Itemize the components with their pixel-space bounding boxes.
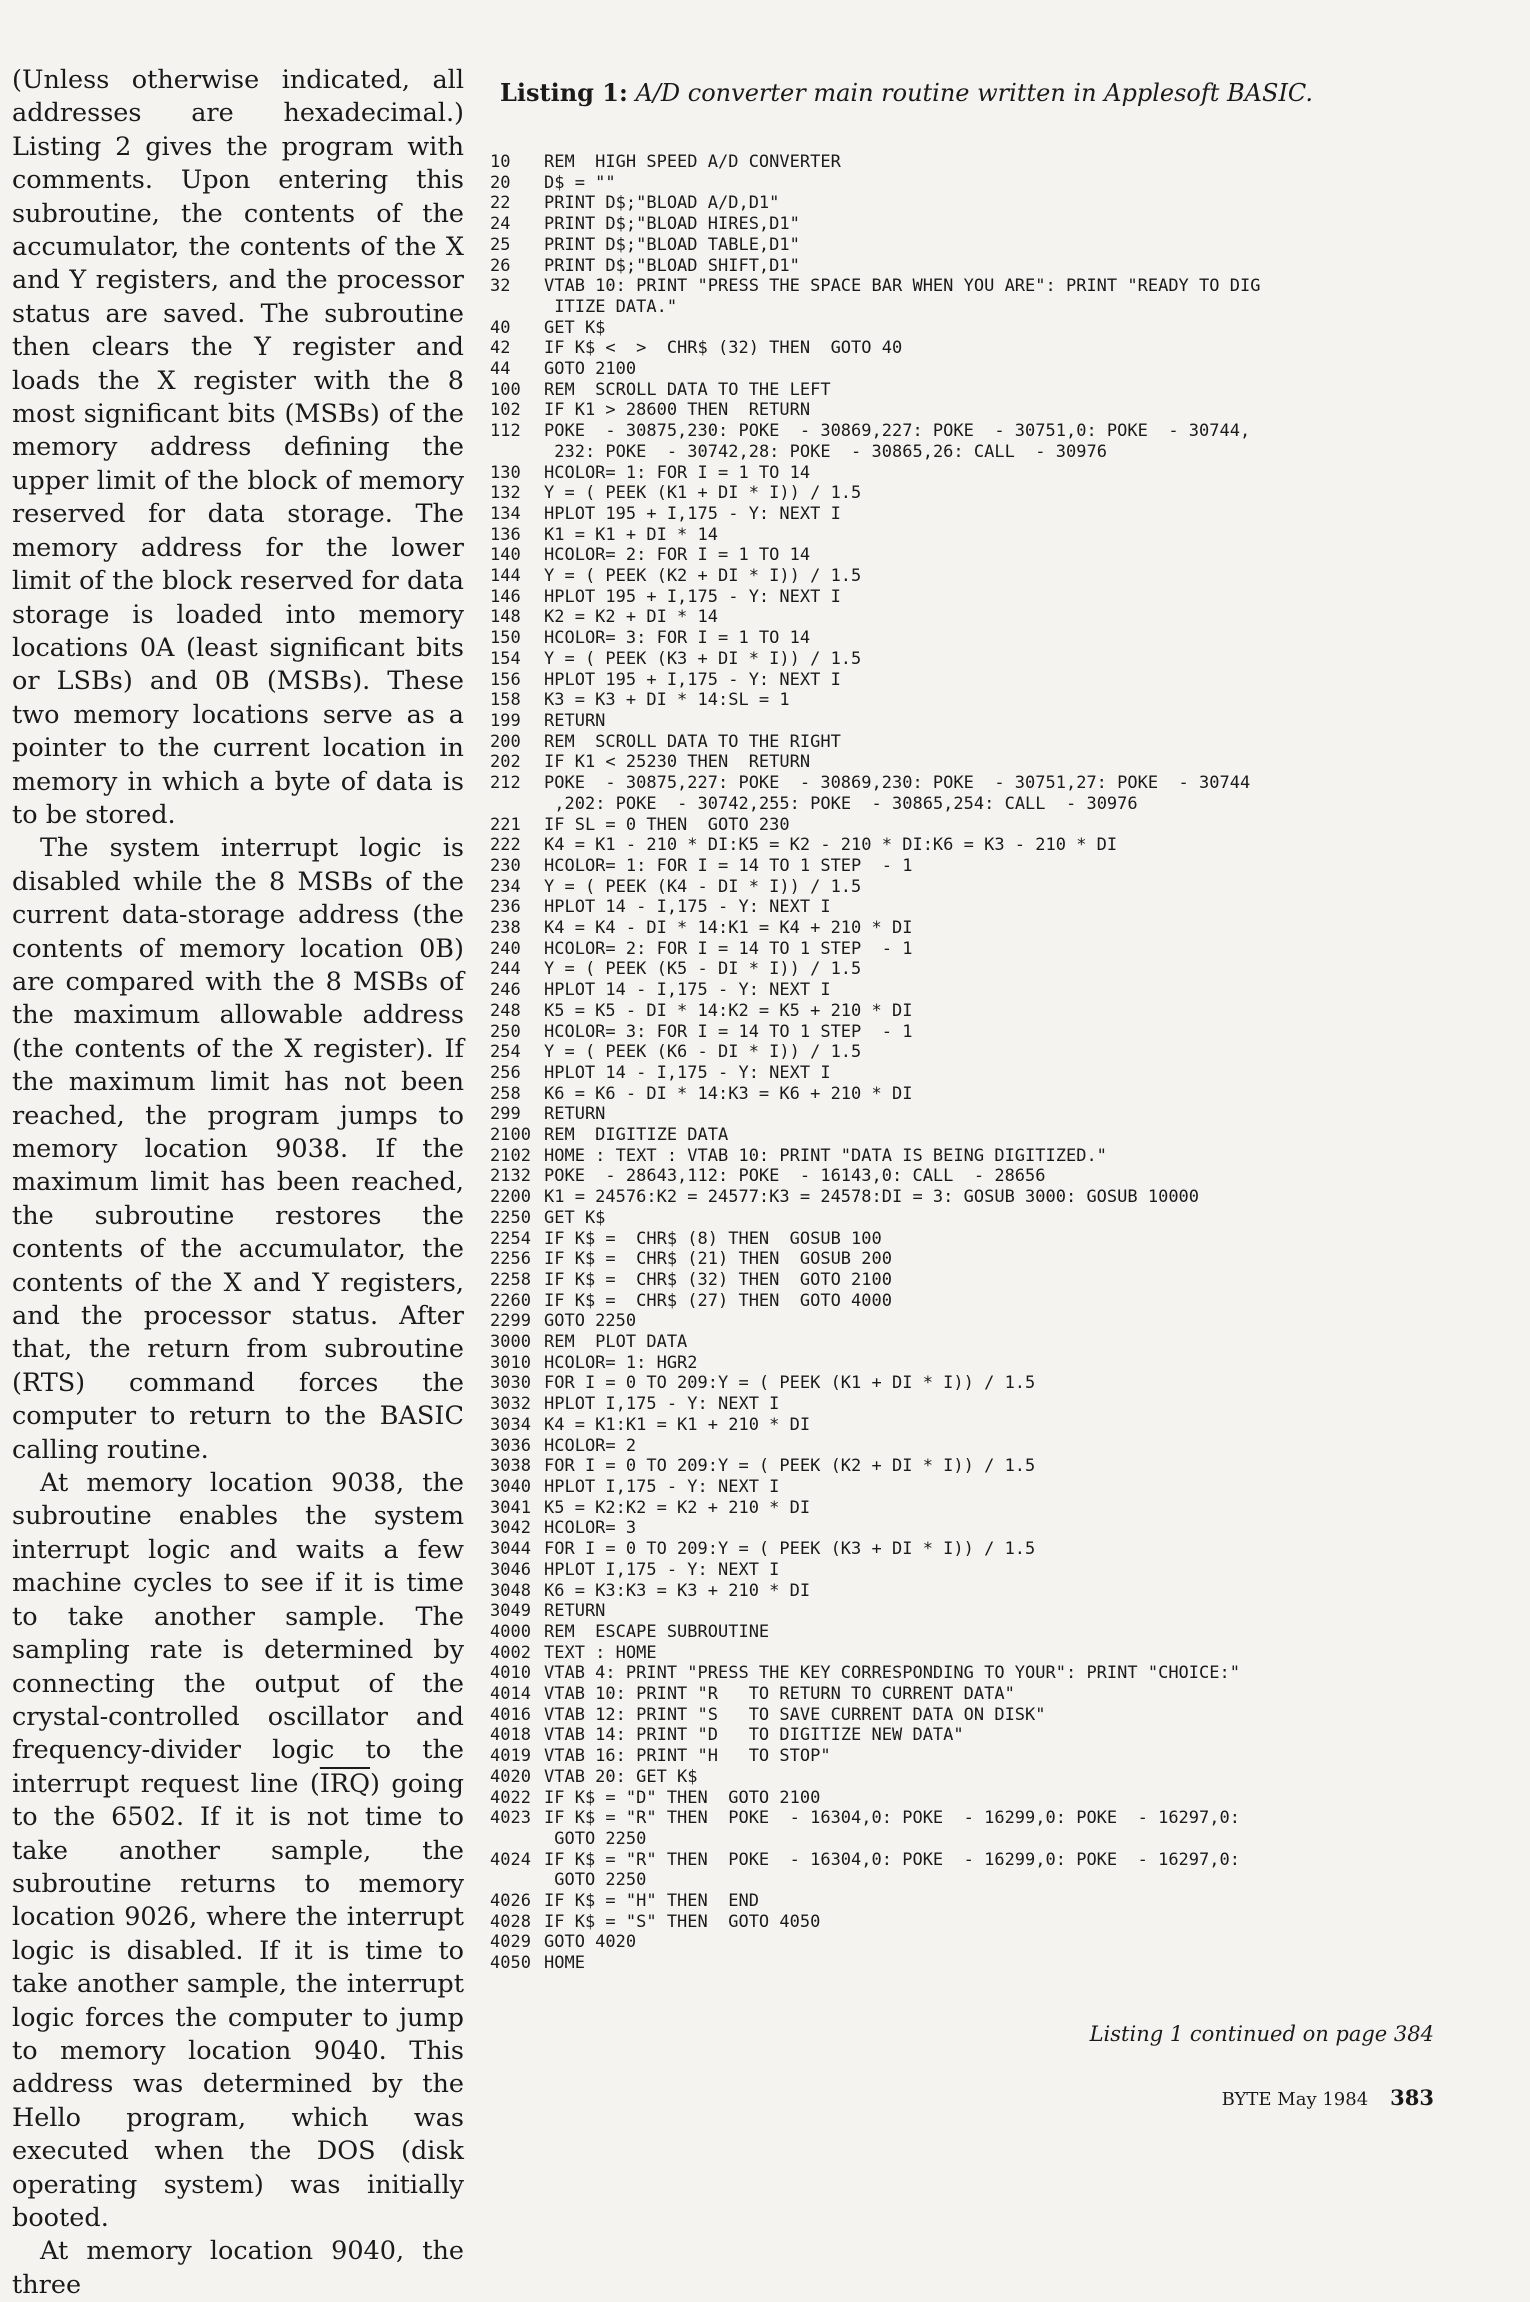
code-line [490, 1746, 1500, 1767]
code-line [490, 752, 1500, 773]
paragraph-text: ) going to the 6502. If it is not time to take another sample, the subroutine returns to memory location 9026, where the interrupt logic is disabled. If it is time to take another sample, the interrupt logic forces the computer to jump to memory location 9040. This address was determined by the Hello program, which was executed when the DOS (disk operating system) was initially booted. [12, 1768, 464, 2233]
line-number: 20 [490, 172, 511, 193]
line-number: 24 [490, 214, 511, 235]
code-text: IF K$ = "R" THEN POKE - 16304,0: POKE - 16299,0: POKE - 16297,0: GOTO 2250 [544, 1808, 1240, 1849]
line-number: 2299 [490, 1311, 531, 1332]
code-text: K4 = K1 - 210 * DI:K5 = K2 - 210 * DI:K6 = K3 - 210 * DI [544, 835, 1118, 856]
code-text: GOTO 2250 [544, 1311, 637, 1332]
code-text: Y = ( PEEK (K1 + DI * I)) / 1.5 [544, 483, 862, 504]
line-number: 3010 [490, 1352, 531, 1373]
line-number: 236 [490, 897, 521, 918]
line-number: 222 [490, 835, 521, 856]
code-line [490, 877, 1500, 898]
code-line [490, 1001, 1500, 1022]
code-text: K3 = K3 + DI * 14:SL = 1 [544, 690, 790, 711]
line-number: 4029 [490, 1932, 531, 1953]
line-number: 250 [490, 1021, 521, 1042]
code-text: GET K$ [544, 317, 606, 338]
code-line [490, 1601, 1500, 1622]
line-number: 26 [490, 255, 511, 276]
line-number: 144 [490, 566, 521, 587]
code-line [490, 1373, 1500, 1394]
code-text: VTAB 4: PRINT "PRESS THE KEY CORRESPONDING TO YOUR": PRINT "CHOICE:" [544, 1663, 1240, 1684]
code-text: FOR I = 0 TO 209:Y = ( PEEK (K1 + DI * I)) / 1.5 [544, 1373, 1036, 1394]
code-line [490, 421, 1500, 462]
code-text: HCOLOR= 1: FOR I = 1 TO 14 [544, 462, 811, 483]
line-number: 4024 [490, 1849, 531, 1870]
code-line [490, 732, 1500, 753]
code-line [490, 359, 1500, 380]
code-text: GOTO 2100 [544, 359, 637, 380]
code-text: HPLOT I,175 - Y: NEXT I [544, 1477, 780, 1497]
code-line [490, 1643, 1500, 1664]
line-number: 150 [490, 628, 521, 649]
line-number: 3040 [490, 1477, 531, 1497]
line-number: 3036 [490, 1435, 531, 1456]
code-text: REM SCROLL DATA TO THE RIGHT [544, 731, 841, 752]
paragraph-text: At memory location 9038, the subroutine enables the system interrupt logic and waits a few machine cycles to see if it is time to take another sample. The sampling rate is determined by connecting the output of the crystal-controlled oscillator and frequency-divider logic to the interrupt request line ( [12, 1468, 464, 1799]
line-number: 4020 [490, 1766, 531, 1787]
code-text: IF K$ = "S" THEN GOTO 4050 [544, 1911, 821, 1932]
article-paragraph [12, 1467, 464, 2235]
line-number: 3034 [490, 1414, 531, 1435]
line-number: 44 [490, 359, 511, 380]
code-line [490, 1187, 1500, 1208]
code-line [490, 897, 1500, 918]
line-number: 299 [490, 1104, 521, 1125]
line-number: 256 [490, 1062, 521, 1083]
code-text: FOR I = 0 TO 209:Y = ( PEEK (K2 + DI * I)) / 1.5 [544, 1456, 1036, 1477]
code-line [490, 400, 1500, 421]
line-number: 3044 [490, 1539, 531, 1560]
code-text: HPLOT 195 + I,175 - Y: NEXT I [544, 586, 841, 607]
article-paragraph: (Unless otherwise indicated, all addresses are hexadecimal.) Listing 2 gives the program with comments. Upon entering this subroutine, the contents of the accumulator, the contents of the X and Y registers, and the processor status are saved. The subroutine then clears the Y register and loads the X register with the 8 most significant bits (MSBs) of the memory address defining the upper limit of the block of memory reserved for data storage. The memory address for the lower limit of the block reserved for data storage is loaded into memory locations 0A (least significant bits or LSBs) and 0B (MSBs). These two memory locations serve as a pointer to the current location in memory in which a byte of data is to be stored. [12, 65, 464, 830]
code-text: TEXT : HOME [544, 1642, 657, 1663]
code-line [490, 1477, 1500, 1498]
code-text: K6 = K6 - DI * 14:K3 = K6 + 210 * DI [544, 1083, 913, 1104]
code-line [490, 1042, 1500, 1063]
code-text: GOTO 4020 [544, 1932, 637, 1953]
code-text: Y = ( PEEK (K2 + DI * I)) / 1.5 [544, 566, 862, 587]
code-text: VTAB 14: PRINT "D TO DIGITIZE NEW DATA" [544, 1725, 964, 1746]
code-line [490, 1663, 1500, 1684]
line-number: 3041 [490, 1497, 531, 1518]
code-line [490, 525, 1500, 546]
code-text: PRINT D$;"BLOAD TABLE,D1" [544, 234, 800, 255]
code-line [490, 463, 1500, 484]
code-text: IF K$ = CHR$ (21) THEN GOSUB 200 [544, 1249, 892, 1270]
line-number: 2254 [490, 1228, 531, 1249]
code-text: Y = ( PEEK (K5 - DI * I)) / 1.5 [544, 959, 862, 980]
listing-label: Listing 1: [500, 78, 628, 107]
code-line [490, 1436, 1500, 1457]
line-number: 112 [490, 421, 521, 442]
code-text: K2 = K2 + DI * 14 [544, 607, 718, 628]
code-line [490, 856, 1500, 877]
line-number: 4000 [490, 1621, 531, 1642]
code-text: IF K1 > 28600 THEN RETURN [544, 400, 811, 421]
line-number: 4023 [490, 1808, 531, 1829]
code-line [490, 1767, 1500, 1788]
page-footer [1222, 2085, 1434, 2110]
line-number: 4050 [490, 1953, 531, 1974]
code-line [490, 607, 1500, 628]
code-line [490, 1456, 1500, 1477]
line-number: 2100 [490, 1125, 531, 1146]
line-number: 3030 [490, 1373, 531, 1394]
code-text: IF SL = 0 THEN GOTO 230 [544, 814, 790, 835]
code-line [490, 1705, 1500, 1726]
line-number: 3000 [490, 1332, 531, 1353]
code-line [490, 918, 1500, 939]
line-number: 4002 [490, 1642, 531, 1663]
code-text: HCOLOR= 3: FOR I = 1 TO 14 [544, 628, 811, 649]
code-line [490, 504, 1500, 525]
code-text: RETURN [544, 1104, 606, 1125]
code-text: K1 = 24576:K2 = 24577:K3 = 24578:DI = 3: GOSUB 3000: GOSUB 10000 [544, 1187, 1200, 1208]
code-text: Y = ( PEEK (K3 + DI * I)) / 1.5 [544, 648, 862, 669]
line-number: 2102 [490, 1145, 531, 1166]
code-text: POKE - 30875,230: POKE - 30869,227: POKE - 30751,0: POKE - 30744, 232: POKE - 30742,28: POKE - 30865,26: CALL - 30976 [544, 421, 1251, 462]
line-number: 240 [490, 938, 521, 959]
code-text: K4 = K1:K1 = K1 + 210 * DI [544, 1414, 811, 1435]
line-number: 4026 [490, 1891, 531, 1912]
code-line [490, 1912, 1500, 1933]
code-text: D$ = "" [544, 172, 616, 193]
code-text: HOME [544, 1953, 585, 1974]
code-text: IF K$ = "H" THEN END [544, 1891, 759, 1912]
code-line [490, 1788, 1500, 1809]
code-line [490, 1539, 1500, 1560]
code-line [490, 1415, 1500, 1436]
code-text: PRINT D$;"BLOAD A/D,D1" [544, 193, 780, 214]
code-line [490, 193, 1500, 214]
code-line [490, 1291, 1500, 1312]
code-text: REM DIGITIZE DATA [544, 1125, 729, 1146]
code-line [490, 815, 1500, 836]
code-text: PRINT D$;"BLOAD SHIFT,D1" [544, 255, 800, 276]
code-text: HCOLOR= 2 [544, 1435, 637, 1456]
code-line [490, 939, 1500, 960]
listing-title: A/D converter main routine written in Applesoft BASIC. [635, 79, 1314, 107]
code-line [490, 235, 1500, 256]
code-line [490, 1022, 1500, 1043]
code-text: HPLOT 195 + I,175 - Y: NEXT I [544, 503, 841, 524]
code-text: IF K$ = CHR$ (8) THEN GOSUB 100 [544, 1228, 882, 1249]
code-line [490, 545, 1500, 566]
line-number: 148 [490, 607, 521, 628]
code-text: HOME : TEXT : VTAB 10: PRINT "DATA IS BEING DIGITIZED." [544, 1145, 1107, 1166]
code-text: VTAB 16: PRINT "H TO STOP" [544, 1746, 831, 1767]
line-number: 25 [490, 234, 511, 255]
code-line [490, 483, 1500, 504]
code-line [490, 1063, 1500, 1084]
line-number: 4028 [490, 1911, 531, 1932]
code-line [490, 1953, 1500, 1974]
code-line [490, 276, 1500, 317]
line-number: 221 [490, 814, 521, 835]
code-line [490, 628, 1500, 649]
line-number: 40 [490, 317, 511, 338]
article-paragraph: The system interrupt logic is disabled while the 8 MSBs of the current data-storage address (the contents of memory location 0B) are compared with the 8 MSBs of the maximum allowable address (the contents of the X register). If the maximum limit has not been reached, the program jumps to memory location 9038. If the maximum limit has been reached, the subroutine restores the contents of the accumulator, the contents of the X and Y registers, and the processor status. After that, the return from subroutine (RTS) command forces the computer to return to the BASIC calling routine. [12, 833, 464, 1465]
line-number: 4016 [490, 1704, 531, 1725]
line-number: 230 [490, 855, 521, 876]
line-number: 140 [490, 545, 521, 566]
code-line [490, 587, 1500, 608]
code-line [490, 1208, 1500, 1229]
code-text: IF K$ = CHR$ (27) THEN GOTO 4000 [544, 1290, 892, 1311]
code-line [490, 1684, 1500, 1705]
code-text: K6 = K3:K3 = K3 + 210 * DI [544, 1580, 811, 1601]
code-line [490, 338, 1500, 359]
listing-caption [500, 78, 1313, 107]
line-number: 4010 [490, 1663, 531, 1684]
code-line [490, 1332, 1500, 1353]
line-number: 3046 [490, 1559, 531, 1580]
line-number: 202 [490, 752, 521, 773]
page-number: 383 [1390, 2085, 1434, 2110]
code-line [490, 1498, 1500, 1519]
code-text: HCOLOR= 2: FOR I = 1 TO 14 [544, 545, 811, 566]
code-text: HPLOT 14 - I,175 - Y: NEXT I [544, 980, 831, 1001]
code-line [490, 566, 1500, 587]
code-text: POKE - 28643,112: POKE - 16143,0: CALL - 28656 [544, 1166, 1046, 1187]
code-line [490, 1518, 1500, 1539]
code-line [490, 670, 1500, 691]
code-line [490, 1270, 1500, 1291]
line-number: 134 [490, 503, 521, 524]
code-line [490, 1622, 1500, 1643]
code-text: Y = ( PEEK (K4 - DI * I)) / 1.5 [544, 876, 862, 897]
code-text: POKE - 30875,227: POKE - 30869,230: POKE - 30751,27: POKE - 30744 ,202: POKE - 30742,255: POKE - 30865,254: CALL - 30976 [544, 773, 1251, 814]
line-number: 2250 [490, 1207, 531, 1228]
line-number: 136 [490, 524, 521, 545]
code-text: REM HIGH SPEED A/D CONVERTER [544, 152, 841, 172]
line-number: 254 [490, 1042, 521, 1063]
code-text: HPLOT 14 - I,175 - Y: NEXT I [544, 897, 831, 918]
code-text: HCOLOR= 1: HGR2 [544, 1352, 698, 1373]
line-number: 158 [490, 690, 521, 711]
code-line [490, 1249, 1500, 1270]
code-text: K4 = K4 - DI * 14:K1 = K4 + 210 * DI [544, 918, 913, 939]
line-number: 246 [490, 980, 521, 1001]
line-number: 199 [490, 710, 521, 731]
line-number: 132 [490, 483, 521, 504]
line-number: 32 [490, 276, 511, 297]
code-text: HCOLOR= 2: FOR I = 14 TO 1 STEP - 1 [544, 938, 913, 959]
line-number: 2200 [490, 1187, 531, 1208]
line-number: 3042 [490, 1518, 531, 1539]
code-line [490, 1125, 1500, 1146]
code-line [490, 1229, 1500, 1250]
line-number: 238 [490, 918, 521, 939]
code-line [490, 1311, 1500, 1332]
line-number: 4019 [490, 1746, 531, 1767]
code-text: VTAB 10: PRINT "PRESS THE SPACE BAR WHEN YOU ARE": PRINT "READY TO DIG ITIZE DATA." [544, 276, 1261, 317]
listing-continued-note: Listing 1 continued on page 384 [1089, 2022, 1434, 2046]
code-line [490, 1808, 1500, 1849]
code-line [490, 690, 1500, 711]
code-text: GET K$ [544, 1207, 606, 1228]
code-line [490, 1560, 1500, 1581]
code-line [490, 152, 1500, 173]
line-number: 4018 [490, 1725, 531, 1746]
code-text: K5 = K2:K2 = K2 + 210 * DI [544, 1497, 811, 1518]
code-text: RETURN [544, 710, 606, 731]
code-text: HPLOT I,175 - Y: NEXT I [544, 1394, 780, 1415]
code-line [490, 959, 1500, 980]
code-text: HPLOT I,175 - Y: NEXT I [544, 1559, 780, 1580]
code-line [490, 649, 1500, 670]
line-number: 154 [490, 648, 521, 669]
code-text: K1 = K1 + DI * 14 [544, 524, 718, 545]
line-number: 4014 [490, 1684, 531, 1705]
code-text: RETURN [544, 1601, 606, 1622]
line-number: 130 [490, 462, 521, 483]
code-text: HCOLOR= 3: FOR I = 14 TO 1 STEP - 1 [544, 1021, 913, 1042]
code-text: VTAB 12: PRINT "S TO SAVE CURRENT DATA ON DISK" [544, 1704, 1046, 1725]
line-number: 2260 [490, 1290, 531, 1311]
line-number: 200 [490, 731, 521, 752]
line-number: 4022 [490, 1787, 531, 1808]
code-listing [490, 152, 1500, 1974]
code-text: REM SCROLL DATA TO THE LEFT [544, 379, 831, 400]
code-line [490, 773, 1500, 814]
line-number: 156 [490, 669, 521, 690]
code-line [490, 214, 1500, 235]
code-line [490, 1581, 1500, 1602]
code-text: HCOLOR= 3 [544, 1518, 637, 1539]
article-body [12, 64, 464, 2302]
line-number: 258 [490, 1083, 521, 1104]
code-line [490, 256, 1500, 277]
code-line [490, 1146, 1500, 1167]
code-text: HCOLOR= 1: FOR I = 14 TO 1 STEP - 1 [544, 855, 913, 876]
line-number: 244 [490, 959, 521, 980]
code-line [490, 1084, 1500, 1105]
line-number: 100 [490, 379, 521, 400]
code-line [490, 1166, 1500, 1187]
code-text: VTAB 20: GET K$ [544, 1766, 698, 1787]
code-text: REM PLOT DATA [544, 1332, 688, 1353]
code-text: Y = ( PEEK (K6 - DI * I)) / 1.5 [544, 1042, 862, 1063]
line-number: 22 [490, 193, 511, 214]
line-number: 3038 [490, 1456, 531, 1477]
line-number: 234 [490, 876, 521, 897]
code-text: PRINT D$;"BLOAD HIRES,D1" [544, 214, 800, 235]
code-text: IF K$ < > CHR$ (32) THEN GOTO 40 [544, 338, 903, 359]
magazine-issue: BYTE May 1984 [1221, 2089, 1369, 2110]
code-text: IF K1 < 25230 THEN RETURN [544, 752, 811, 773]
line-number: 10 [490, 152, 511, 172]
code-line [490, 318, 1500, 339]
code-text: FOR I = 0 TO 209:Y = ( PEEK (K3 + DI * I)) / 1.5 [544, 1539, 1036, 1560]
code-text: HPLOT 195 + I,175 - Y: NEXT I [544, 669, 841, 690]
code-text: IF K$ = "D" THEN GOTO 2100 [544, 1787, 821, 1808]
code-text: VTAB 10: PRINT "R TO RETURN TO CURRENT DATA" [544, 1684, 1015, 1705]
line-number: 2132 [490, 1166, 531, 1187]
code-text: IF K$ = CHR$ (32) THEN GOTO 2100 [544, 1269, 892, 1290]
code-text: IF K$ = "R" THEN POKE - 16304,0: POKE - 16299,0: POKE - 16297,0: GOTO 2250 [544, 1849, 1240, 1891]
code-text: K5 = K5 - DI * 14:K2 = K5 + 210 * DI [544, 1000, 913, 1021]
line-number: 212 [490, 773, 521, 794]
code-line [490, 1891, 1500, 1912]
code-line [490, 980, 1500, 1001]
line-number: 3049 [490, 1601, 531, 1622]
line-number: 2258 [490, 1269, 531, 1290]
line-number: 102 [490, 400, 521, 421]
line-number: 2256 [490, 1249, 531, 1270]
article-paragraph: At memory location 9040, the three [12, 2236, 464, 2300]
line-number: 3032 [490, 1394, 531, 1415]
irq-overline-label: $\overline{IRQ}$ [319, 1768, 371, 1799]
code-line [490, 1353, 1500, 1374]
code-line [490, 1104, 1500, 1125]
code-line [490, 1932, 1500, 1953]
code-line [490, 1850, 1500, 1891]
code-line [490, 380, 1500, 401]
code-line [490, 173, 1500, 194]
line-number: 3048 [490, 1580, 531, 1601]
code-line [490, 1725, 1500, 1746]
code-text: HPLOT 14 - I,175 - Y: NEXT I [544, 1062, 831, 1083]
code-text: REM ESCAPE SUBROUTINE [544, 1621, 770, 1642]
code-line [490, 1394, 1500, 1415]
line-number: 42 [490, 338, 511, 359]
code-line [490, 835, 1500, 856]
line-number: 248 [490, 1000, 521, 1021]
code-line [490, 711, 1500, 732]
line-number: 146 [490, 586, 521, 607]
